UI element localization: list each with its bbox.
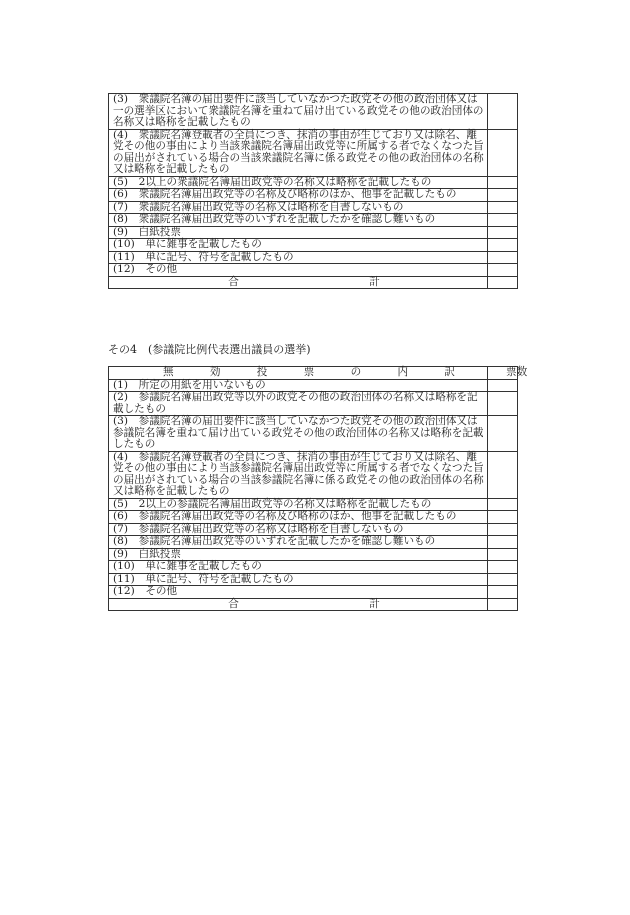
total-label-right: 計 bbox=[369, 275, 380, 288]
row-label: (1) 所定の用紙を用いないもの bbox=[109, 379, 488, 392]
vote-count-cell bbox=[488, 416, 518, 452]
vote-count-cell bbox=[488, 189, 518, 202]
table-row bbox=[109, 264, 518, 277]
total-label bbox=[109, 598, 488, 611]
table-row bbox=[109, 536, 518, 549]
total-label-right: 計 bbox=[369, 597, 380, 610]
table-row bbox=[109, 586, 518, 599]
vote-count-cell bbox=[488, 264, 518, 277]
vote-count-cell bbox=[488, 498, 518, 511]
row-label: (5) 2以上の参議院名簿届出政党等の名称又は略称を記載したもの bbox=[109, 498, 488, 511]
table-row bbox=[109, 561, 518, 574]
row-label: (6) 参議院名簿届出政党等の名称及び略称のほか、他事を記載したもの bbox=[109, 511, 488, 524]
section-heading: その4 (参議院比例代表選出議員の選挙) bbox=[108, 343, 311, 356]
vote-count-cell bbox=[488, 94, 518, 130]
vote-count-cell bbox=[488, 239, 518, 252]
row-label: (8) 参議院名簿届出政党等のいずれを記載したかを確認し難いもの bbox=[109, 536, 488, 549]
row-label: (12) その他 bbox=[109, 586, 488, 599]
vote-count-cell bbox=[488, 176, 518, 189]
vote-count-cell bbox=[488, 226, 518, 239]
row-label: (2) 参議院名簿届出政党等以外の政党その他の政治団体の名称又は略称を記載したもの bbox=[109, 392, 488, 416]
total-row bbox=[109, 598, 518, 611]
table-row bbox=[109, 392, 518, 416]
table-row bbox=[109, 239, 518, 252]
vote-count-cell bbox=[488, 379, 518, 392]
table-row bbox=[109, 573, 518, 586]
header-char: 票 bbox=[506, 366, 517, 378]
table-row bbox=[109, 498, 518, 511]
header-char: 数 bbox=[516, 366, 528, 378]
header-vote-count bbox=[488, 366, 528, 380]
table-shugiin-invalid-votes bbox=[108, 93, 518, 289]
row-label: (10) 単に雑事を記載したもの bbox=[109, 239, 488, 252]
table-row bbox=[109, 548, 518, 561]
vote-count-cell bbox=[488, 251, 518, 264]
row-label: (9) 白紙投票 bbox=[109, 226, 488, 239]
table-row bbox=[109, 251, 518, 264]
header-char: 投 bbox=[256, 366, 268, 378]
table-row bbox=[109, 176, 518, 189]
total-label-left: 合 bbox=[228, 275, 239, 288]
vote-count-cell bbox=[488, 511, 518, 524]
vote-count-cell bbox=[488, 523, 518, 536]
table-row bbox=[109, 201, 518, 214]
row-label: (12) その他 bbox=[109, 264, 488, 277]
header-char: 票 bbox=[303, 366, 315, 378]
row-label: (4) 衆議院名簿登載者の全員につき、抹消の事由が生じており又は除名、離党その他の事由により当該衆議院名簿届出政党等に所属する者でなくなつた旨の届出がされている場合の当該衆議院名簿に係る政党その他の政治団体の名称又は略称を記載したもの bbox=[109, 129, 488, 176]
vote-count-cell bbox=[488, 573, 518, 586]
table-row bbox=[109, 451, 518, 498]
header-breakdown bbox=[109, 367, 488, 380]
row-label: (3) 衆議院名簿の届出要件に該当していなかつた政党その他の政治団体又は一の選挙区において衆議院名簿を重ねて届け出ている政党その他の政治団体の名称又は略称を記載したもの bbox=[109, 94, 488, 130]
total-label-left: 合 bbox=[228, 597, 239, 610]
header-char: 効 bbox=[209, 366, 221, 378]
row-label: (11) 単に記号、符号を記載したもの bbox=[109, 573, 488, 586]
row-label: (11) 単に記号、符号を記載したもの bbox=[109, 251, 488, 264]
row-label: (10) 単に雑事を記載したもの bbox=[109, 561, 488, 574]
table-row bbox=[109, 416, 518, 452]
vote-count-cell bbox=[488, 201, 518, 214]
vote-count-cell bbox=[488, 392, 518, 416]
total-count-cell bbox=[488, 276, 518, 289]
header-char: 無 bbox=[163, 366, 174, 378]
table-sangiin-invalid-votes bbox=[108, 366, 528, 611]
header-char: 訳 bbox=[444, 366, 455, 378]
table-row bbox=[109, 379, 518, 392]
total-count-cell bbox=[488, 598, 518, 611]
vote-count-cell bbox=[488, 536, 518, 549]
row-label: (7) 衆議院名簿届出政党等の名称又は略称を自書しないもの bbox=[109, 201, 488, 214]
vote-count-cell bbox=[488, 586, 518, 599]
row-label: (8) 衆議院名簿届出政党等のいずれを記載したかを確認し難いもの bbox=[109, 214, 488, 227]
header-char: 内 bbox=[397, 366, 409, 378]
row-label: (4) 参議院名簿登載者の全員につき、抹消の事由が生じており又は除名、離党その他の事由により当該参議院名簿届出政党等に所属する者でなくなつた旨の届出がされている場合の当該参議院名簿に係る政党その他の政治団体の名称又は略称を記載したもの bbox=[109, 451, 488, 498]
row-label: (7) 参議院名簿届出政党等の名称又は略称を自書しないもの bbox=[109, 523, 488, 536]
total-label bbox=[109, 276, 488, 289]
table-row bbox=[109, 523, 518, 536]
table-row bbox=[109, 189, 518, 202]
header-char: の bbox=[350, 366, 362, 378]
table-row bbox=[109, 214, 518, 227]
row-label: (5) 2以上の衆議院名簿届出政党等の名称又は略称を記載したもの bbox=[109, 176, 488, 189]
vote-count-cell bbox=[488, 214, 518, 227]
table-row bbox=[109, 511, 518, 524]
table-row bbox=[109, 94, 518, 130]
header-row bbox=[109, 367, 518, 380]
row-label: (6) 衆議院名簿届出政党等の名称及び略称のほか、他事を記載したもの bbox=[109, 189, 488, 202]
table-row bbox=[109, 129, 518, 176]
total-row bbox=[109, 276, 518, 289]
vote-count-cell bbox=[488, 561, 518, 574]
table-row bbox=[109, 226, 518, 239]
vote-count-cell bbox=[488, 451, 518, 498]
vote-count-cell bbox=[488, 129, 518, 176]
vote-count-cell bbox=[488, 548, 518, 561]
row-label: (9) 白紙投票 bbox=[109, 548, 488, 561]
row-label: (3) 参議院名簿の届出要件に該当していなかつた政党その他の政治団体又は参議院名簿を重ねて届け出ている政党その他の政治団体の名称又は略称を記載したもの bbox=[109, 416, 488, 452]
